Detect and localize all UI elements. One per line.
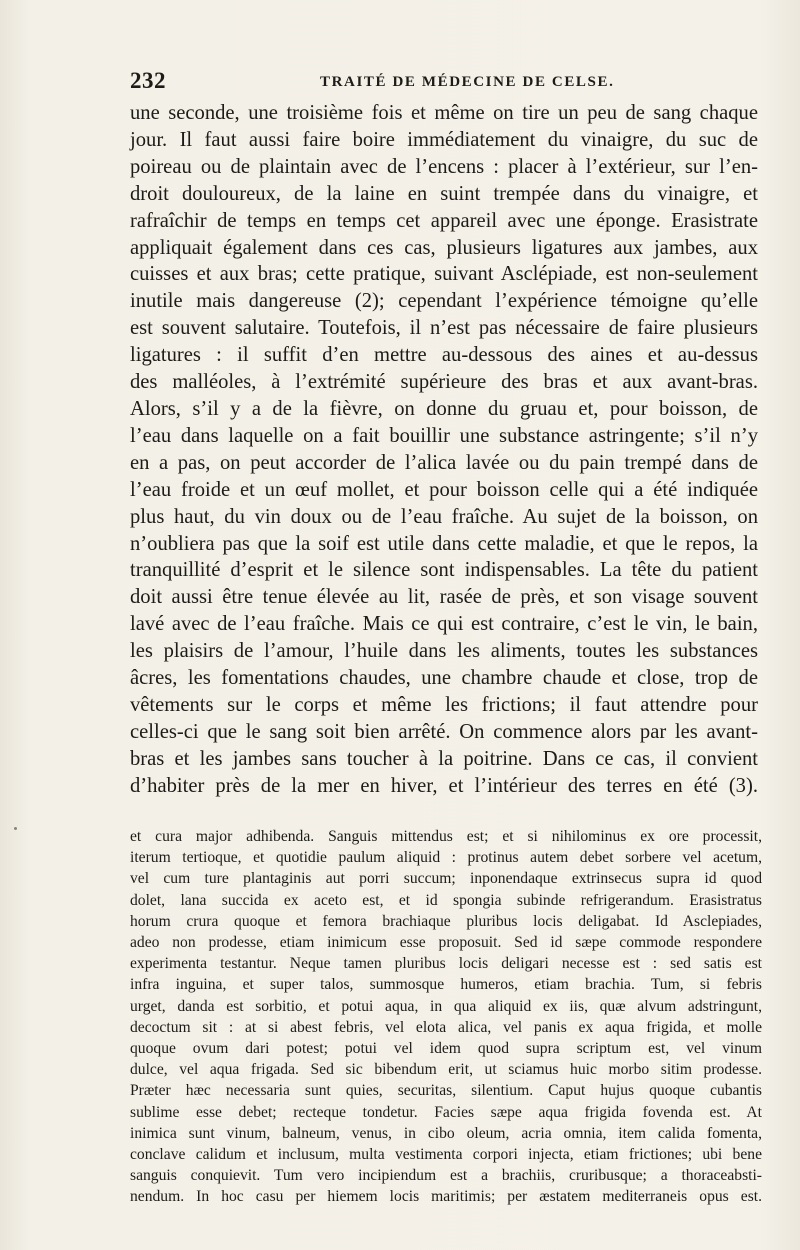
latin-original-block bbox=[130, 826, 762, 1208]
text-line: est souvent salutaire. Toutefois, il n’est pas nécessaire de faire plusieurs bbox=[130, 317, 758, 340]
text-line: des malléoles, à l’extrémité supérieure des bras et aux avant-bras. bbox=[130, 371, 758, 394]
text-line: tranquillité d’esprit et le silence sont indispensables. La tête du patient bbox=[130, 559, 758, 582]
text-line: Alors, s’il y a de la fièvre, on donne du gruau et, pour boisson, de bbox=[130, 397, 758, 420]
text-line: ligatures : il suffit d’en mettre au-dessous des aines et au-dessus bbox=[130, 344, 758, 367]
latin-line: iterum tertioque, et quotidie paulum aliquid : protinus autem debet sorbere vel acetum, bbox=[130, 849, 762, 867]
text-line: droit douloureux, de la laine en suint trempée dans du vinaigre, et bbox=[130, 182, 758, 205]
text-line: cuisses et aux bras; cette pratique, suivant Asclépiade, est non-seulement bbox=[130, 263, 758, 286]
latin-line: conclave calidum et inclusum, multa vestimenta corpori injecta, etiam frictiones; ubi bene bbox=[130, 1146, 762, 1164]
latin-line: vel cum ture plantaginis aut porri succum; inponendaque extrinsecus supra id quod bbox=[130, 870, 762, 888]
latin-line: horum crura quoque et femora brachiaque pluribus locis deligabat. Id Asclepiades, bbox=[130, 912, 762, 930]
page-number: 232 bbox=[130, 68, 166, 93]
text-line: lavé avec de l’eau fraîche. Mais ce qui est contraire, c’est le vin, le bain, bbox=[130, 613, 758, 636]
text-line: bras et les jambes sans toucher à la poitrine. Dans ce cas, il convient bbox=[130, 747, 758, 770]
text-line: d’habiter près de la mer en hiver, et l’intérieur des terres en été (3). bbox=[130, 774, 758, 797]
text-line: inutile mais dangereuse (2); cependant l’expérience témoigne qu’elle bbox=[130, 290, 758, 313]
text-line: plus haut, du vin doux ou de l’eau fraîche. Au sujet de la boisson, on bbox=[130, 505, 758, 528]
text-line: n’oubliera pas que la soif est utile dans cette maladie, et que le repos, la bbox=[130, 532, 758, 555]
text-line: appliquait également dans ces cas, plusieurs ligatures aux jambes, aux bbox=[130, 236, 758, 259]
margin-mark bbox=[14, 827, 17, 830]
latin-line: urget, danda est sorbitio, et potui aqua, in qua aliquid ex iis, quæ alvum adstringunt, bbox=[130, 997, 762, 1015]
latin-line: Præter hæc necessaria sunt quies, securitas, silentium. Caput hujus quoque cubantis bbox=[130, 1082, 762, 1100]
text-line: celles-ci que le sang soit bien arrêté. On commence alors par les avant- bbox=[130, 720, 758, 743]
latin-line: decoctum sit : at si abest febris, vel elota alica, vel panis ex aqua frigida, et molle bbox=[130, 1018, 762, 1036]
text-line: les plaisirs de l’amour, l’huile dans les aliments, toutes les substances bbox=[130, 640, 758, 663]
text-line: une seconde, une troisième fois et même on tire un peu de sang chaque bbox=[130, 102, 758, 124]
latin-line: adeo non prodesse, etiam inimicum esse proposuit. Sed id sæpe commode respondere bbox=[130, 934, 762, 952]
text-line: vêtements sur le corps et même les frictions; il faut attendre pour bbox=[130, 693, 758, 716]
text-line: rafraîchir de temps en temps cet appareil avec une éponge. Erasistrate bbox=[130, 209, 758, 232]
running-head bbox=[130, 68, 760, 102]
latin-line: experimenta testantur. Neque tamen pluribus locis deligari necesse est : sed satis est bbox=[130, 955, 762, 973]
latin-line: infra inguina, et super talos, summosque humeros, etiam brachia. Tum, si febris bbox=[130, 976, 762, 994]
latin-line: nendum. In hoc casu per hiemem locis maritimis; per æstatem mediterraneis opus est. bbox=[130, 1188, 762, 1206]
latin-line: dulce, vel aqua frigada. Sed sic bibendum erit, ut sciamus huic morbo sitim prodesse. bbox=[130, 1061, 762, 1079]
french-translation-block bbox=[130, 100, 758, 800]
latin-line: dolet, lana succida ex aceto est, et id spongia subinde refrigerandum. Erasistratus bbox=[130, 891, 762, 909]
latin-line: sanguis conquievit. Tum vero incipiendum est a brachiis, cruribusque; a thoraceabsti- bbox=[130, 1167, 762, 1185]
latin-line: et cura major adhibenda. Sanguis mittendus est; et si nihilominus ex ore processit, bbox=[130, 828, 762, 845]
text-line: poireau ou de plaintain avec de l’encens : placer à l’extérieur, sur l’en- bbox=[130, 155, 758, 178]
text-line: âcres, les fomentations chaudes, une chambre chaude et close, trop de bbox=[130, 667, 758, 690]
latin-line: quoque ovum dari potest; potui vel idem quod supra scriptum est, vel vinum bbox=[130, 1040, 762, 1058]
latin-line: sublime esse debet; recteque tondetur. Facies sæpe aqua frigida fovenda est. At bbox=[130, 1103, 762, 1121]
running-title: TRAITÉ DE MÉDECINE DE CELSE. bbox=[320, 74, 615, 90]
text-line: l’eau dans laquelle on a fait bouillir une substance astringente; s’il n’y bbox=[130, 424, 758, 447]
text-line: en a pas, on peut accorder de l’alica lavée ou du pain trempé dans de bbox=[130, 451, 758, 474]
latin-line: inimica sunt vinum, balneum, venus, in cibo oleum, acria omnia, item calida fomenta, bbox=[130, 1124, 762, 1142]
text-line: doit aussi être tenue élevée au lit, rasée de près, et son visage souvent bbox=[130, 586, 758, 609]
text-line: l’eau froide et un œuf mollet, et pour boisson celle qui a été indiquée bbox=[130, 478, 758, 501]
text-line: jour. Il faut aussi faire boire immédiatement du vinaigre, du suc de bbox=[130, 128, 758, 151]
